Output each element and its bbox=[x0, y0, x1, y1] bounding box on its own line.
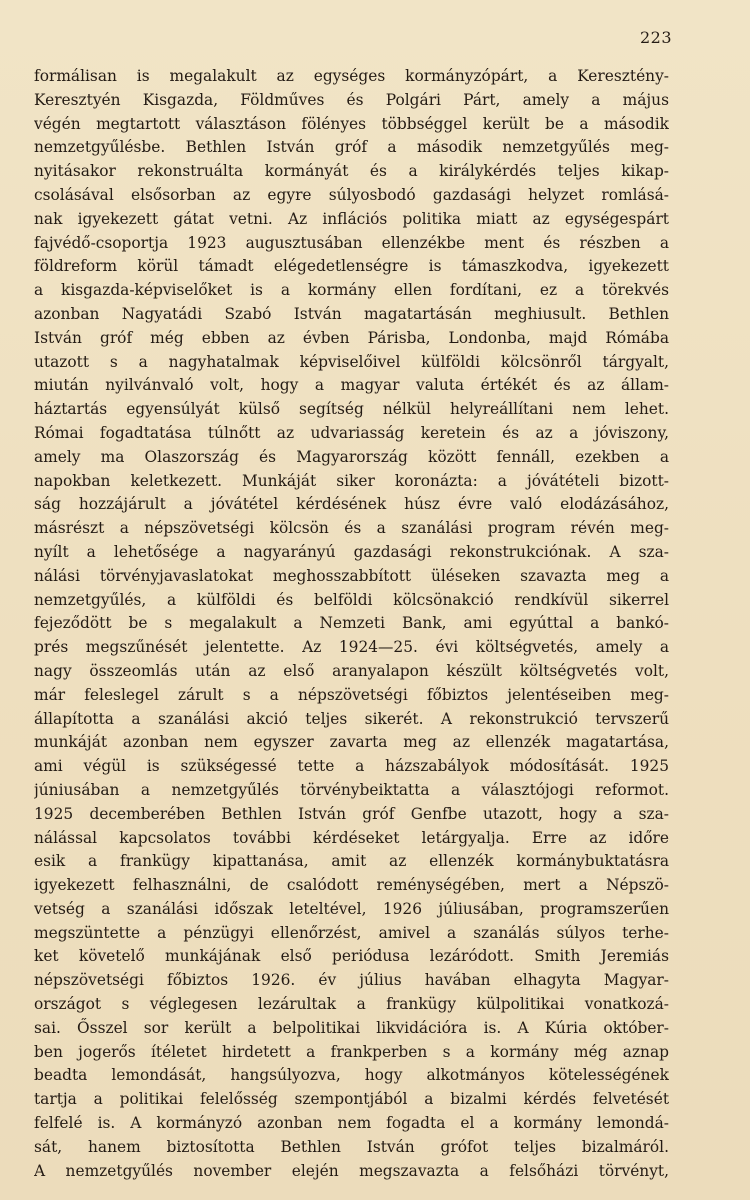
text-line: ben jogerős ítéletet hirdetett a frankperben s a kormány még aznap bbox=[34, 1042, 669, 1061]
text-line: nemzetgyűlésbe. Bethlen István gróf a második nemzetgyűlés meg- bbox=[34, 138, 669, 157]
text-line: tartja a politikai felelősség szempontjából a bizalmi kérdés felvetését bbox=[34, 1090, 669, 1109]
text-line: ket követelő munkájának első periódusa lezáródott. Smith Jeremiás bbox=[34, 947, 669, 966]
text-line: nemzetgyűlés, a külföldi és belföldi kölcsönakció rendkívül sikerrel bbox=[34, 590, 669, 609]
text-line: Római fogadtatása túlnőtt az udvariasság keretein és az a jóviszony, bbox=[34, 423, 669, 442]
text-line: beadta lemondását, hangsúlyozva, hogy alkotmányos kötelességének bbox=[34, 1066, 669, 1085]
text-line: fejeződött be s megalakult a Nemzeti Bank, ami egyúttal a bankó- bbox=[34, 614, 669, 633]
text-line: nak igyekezett gátat vetni. Az inflációs politika miatt az egységespárt bbox=[34, 209, 669, 228]
text-line: végén megtartott választáson fölényes többséggel került be a második bbox=[34, 114, 669, 133]
text-line: miután nyilvánvaló volt, hogy a magyar valuta értékét és az állam- bbox=[34, 376, 669, 395]
text-line: István gróf még ebben az évben Párisba, Londonba, majd Rómába bbox=[34, 328, 669, 347]
text-line: nálással kapcsolatos további kérdéseket letárgyalja. Erre az időre bbox=[34, 828, 669, 847]
text-line: Keresztyén Kisgazda, Földműves és Polgári Párt, amely a május bbox=[34, 90, 669, 109]
text-line: állapította a szanálási akció teljes sikerét. A rekonstrukció tervszerű bbox=[34, 709, 669, 728]
text-line: ság hozzájárult a jóvátétel kérdésének húsz évre való elodázásához, bbox=[34, 495, 669, 514]
text-line: népszövetségi főbiztos 1926. év július havában elhagyta Magyar- bbox=[34, 971, 669, 990]
text-line: formálisan is megalakult az egységes kormányzópárt, a Keresztény- bbox=[34, 67, 669, 85]
text-line: háztartás egyensúlyát külső segítség nélkül helyreállítani nem lehet. bbox=[34, 400, 669, 419]
text-line: vetség a szanálási időszak leteltével, 1926 júliusában, programszerűen bbox=[34, 899, 669, 918]
text-line: földreform körül támadt elégedetlenségre is támaszkodva, igyekezett bbox=[34, 257, 669, 276]
text-line: amely ma Olaszország és Magyarország között fennáll, ezekben a bbox=[34, 447, 669, 466]
text-line: országot s véglegesen lezárultak a frankügy külpolitikai vonatkozá- bbox=[34, 995, 669, 1014]
text-line: prés megszűnését jelentette. Az 1924—25. évi költségvetés, amely a bbox=[34, 638, 669, 657]
text-line: esik a frankügy kipattanása, amit az ellenzék kormánybuktatásra bbox=[34, 852, 669, 871]
text-line: napokban keletkezett. Munkáját siker koronázta: a jóvátételi bizott- bbox=[34, 471, 669, 490]
text-line: nyitásakor rekonstruálta kormányát és a királykérdés teljes kikap- bbox=[34, 162, 669, 181]
text-line: már feleslegel zárult s a népszövetségi főbiztos jelentéseiben meg- bbox=[34, 685, 669, 704]
text-line: 1925 decemberében Bethlen István gróf Genfbe utazott, hogy a sza- bbox=[34, 804, 669, 823]
text-line: nyílt a lehetősége a nagyarányú gazdasági rekonstrukciónak. A sza- bbox=[34, 542, 669, 561]
text-line: nálási törvényjavaslatokat meghosszabbított üléseken szavazta meg a bbox=[34, 566, 669, 585]
text-line: felfelé is. A kormányzó azonban nem fogadta el a kormány lemondá- bbox=[34, 1114, 669, 1133]
text-line: a kisgazda-képviselőket is a kormány ellen fordítani, ez a törekvés bbox=[34, 281, 669, 300]
text-line: azonban Nagyatádi Szabó István magatartásán meghiusult. Bethlen bbox=[34, 304, 669, 323]
text-line: júniusában a nemzetgyűlés törvénybeiktatta a választójogi reformot. bbox=[34, 780, 669, 799]
text-line: munkáját azonban nem egyszer zavarta meg az ellenzék magatartása, bbox=[34, 733, 669, 752]
text-line: utazott s a nagyhatalmak képviselőivel külföldi kölcsönről tárgyalt, bbox=[34, 352, 669, 371]
text-line: ami végül is szükségessé tette a házszabályok módosítását. 1925 bbox=[34, 757, 669, 776]
text-line: sai. Ősszel sor került a belpolitikai likvidációra is. A Kúria október- bbox=[34, 1018, 669, 1037]
body-text bbox=[34, 65, 669, 1183]
text-line: csolásával elsősorban az egyre súlyosbodó gazdasági helyzet romlásá- bbox=[34, 185, 669, 204]
page-number: 223 bbox=[640, 28, 673, 47]
text-line: igyekezett felhasználni, de csalódott reménységében, mert a Népszö- bbox=[34, 876, 669, 895]
text-line: nagy összeomlás után az első aranyalapon készült költségvetés volt, bbox=[34, 661, 669, 680]
text-line: fajvédő-csoportja 1923 augusztusában ellenzékbe ment és részben a bbox=[34, 233, 669, 252]
text-line: A nemzetgyűlés november elején megszavazta a felsőházi törvényt, bbox=[34, 1161, 669, 1180]
text-line: sát, hanem biztosította Bethlen István grófot teljes bizalmáról. bbox=[34, 1137, 669, 1156]
text-line: másrészt a népszövetségi kölcsön és a szanálási program révén meg- bbox=[34, 519, 669, 538]
text-line: megszüntette a pénzügyi ellenőrzést, amivel a szanálás súlyos terhe- bbox=[34, 923, 669, 942]
